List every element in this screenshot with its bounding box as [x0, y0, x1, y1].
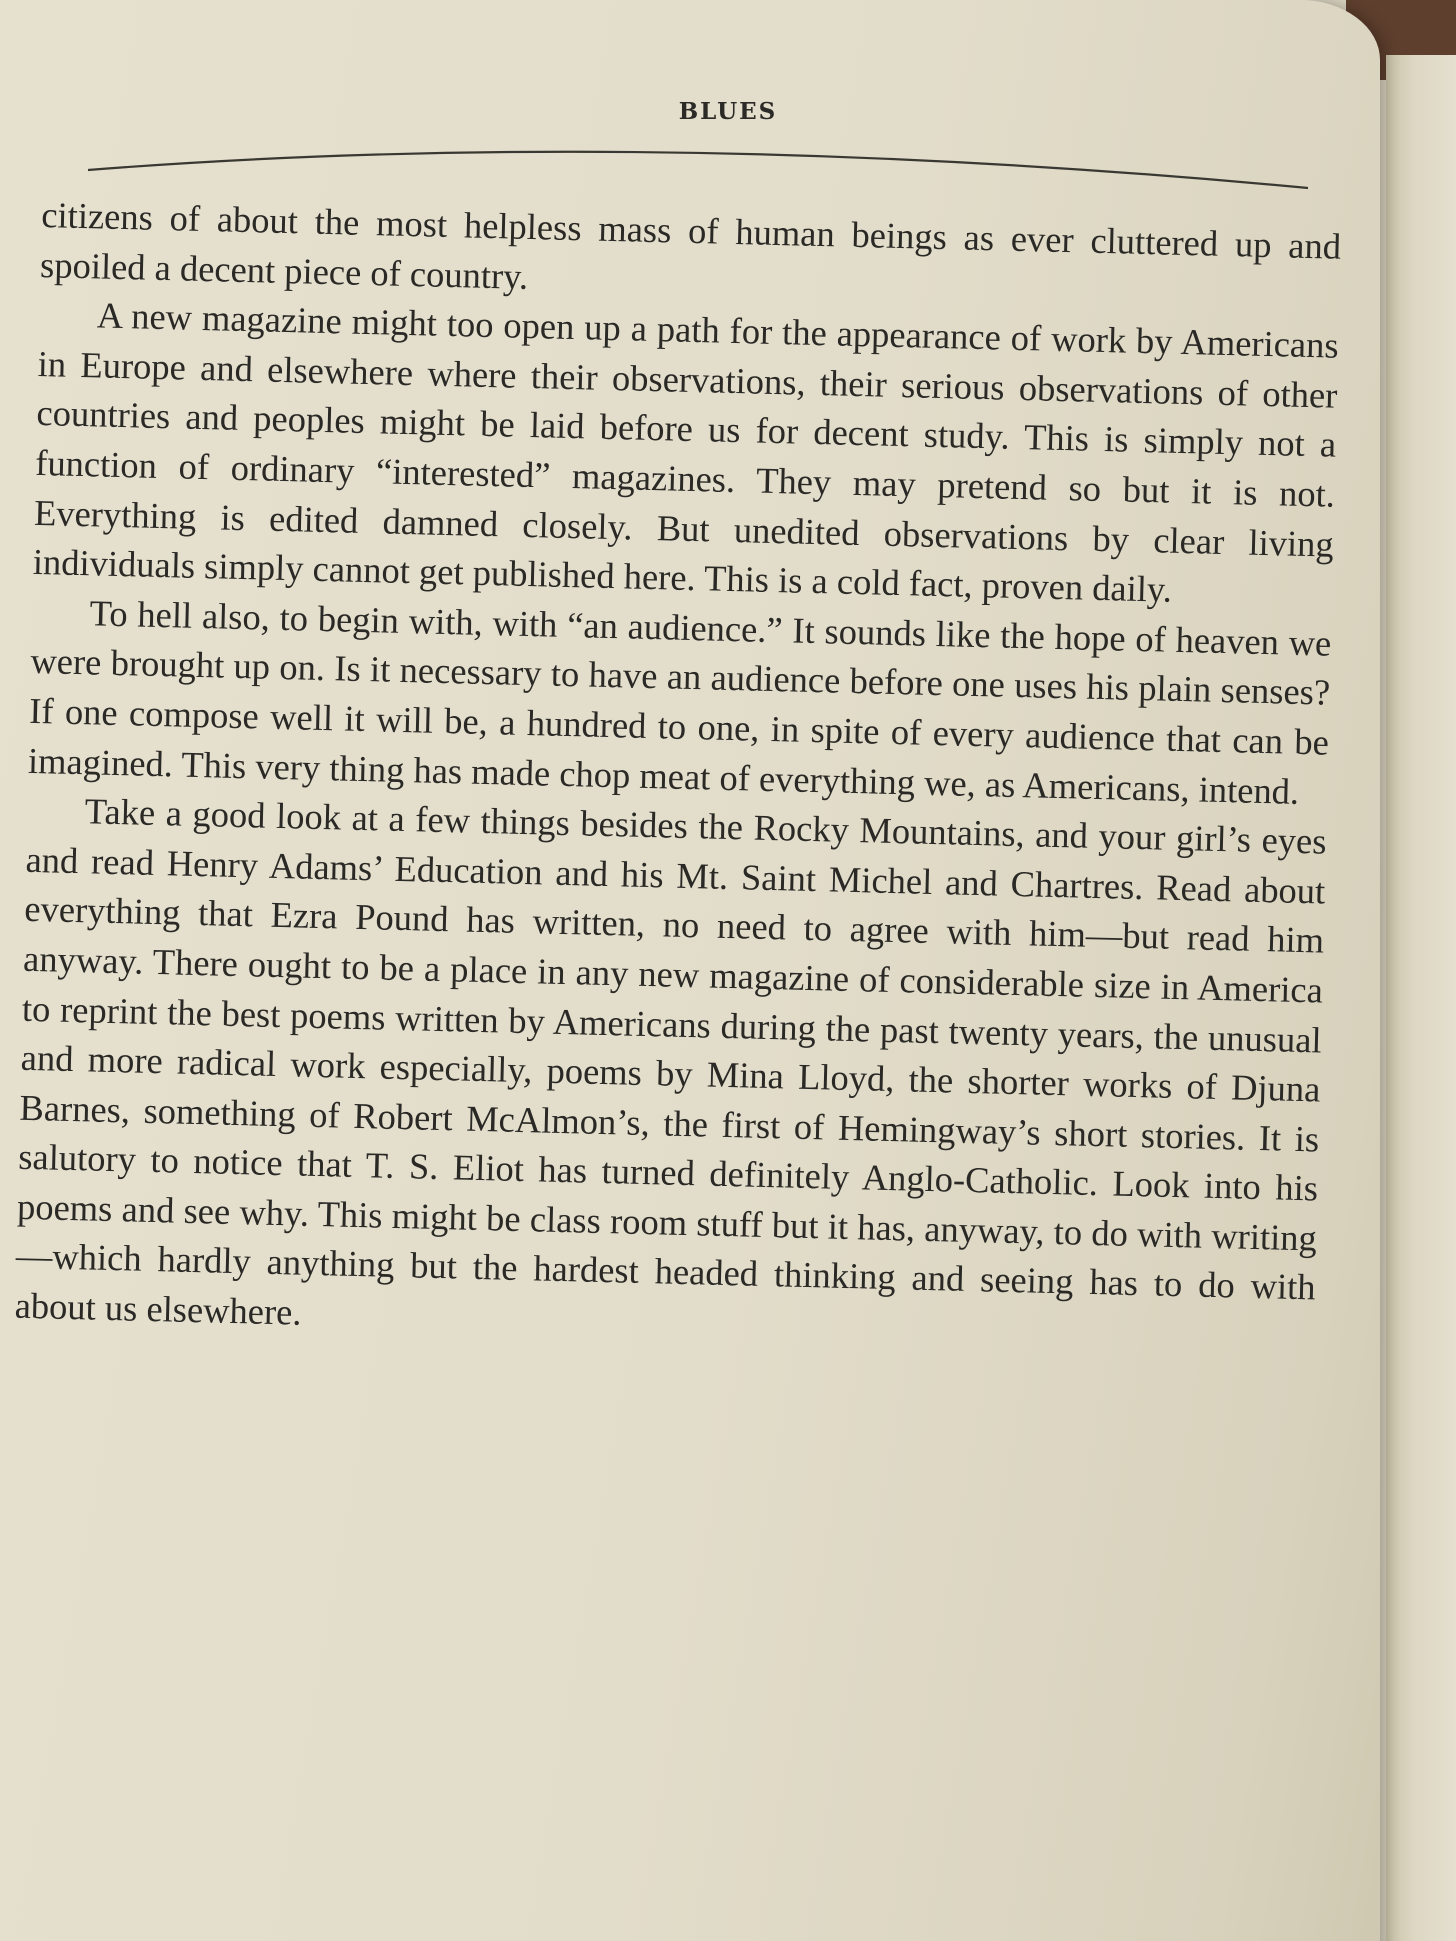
header-rule [88, 132, 1308, 202]
paragraph-3: To hell also, to begin with, with “an audience.” It sounds like the hope of heaven we were brought up on. Is it necessary to have an audience before one uses his plain senses? If one compose well it will be, a hundred to one, in spite of every audience that can be imagined. This very thing has made chop meat of everything we, as Americans, intend. [27, 592, 1332, 812]
paragraph-1: citizens of about the most helpless mass of human beings as ever cluttered up and spoiled a decent piece of country. [39, 193, 1342, 297]
body-text [14, 190, 1341, 1362]
running-head: BLUES [678, 98, 778, 125]
next-page-edge [1386, 55, 1456, 1941]
paragraph-2: A new magazine might too open up a path for the appearance of work by Americans in Europe and elsewhere where their observations, their serious observations of other countries and peoples might be laid before us for decent study. This is simply not a function of ordinary “interested” magazines. They may pretend so but it is not. Everything is edited damned closely. But unedited observations by clear living individuals simply cannot get published here. This is a cold fact, proven daily. [32, 294, 1340, 610]
paragraph-4: Take a good look at a few things besides the Rocky Mountains, and your girl’s eyes and read Henry Adams’ Education and his Mt. Saint Michel and Chartres. Read about everything that Ezra Pound has written, no need to agree with him—but read him anyway. There ought to be a place in any new magazine of considerable size in America to reprint the best poems written by Americans during the past twenty years, the unusual and more radical work especially, poems by Mina Lloyd, the shorter works of Djuna Barnes, something of Robert McAlmon’s, the first of Hemingway’s short stories. It is salutory to notice that T. S. Eliot has turned definitely Anglo-Catholic. Look into his poems and see why. This might be class room stuff but it has, anyway, to do with writing—which hardly anything but the hardest headed thinking and seeing has to do with about us elsewhere. [14, 790, 1327, 1333]
